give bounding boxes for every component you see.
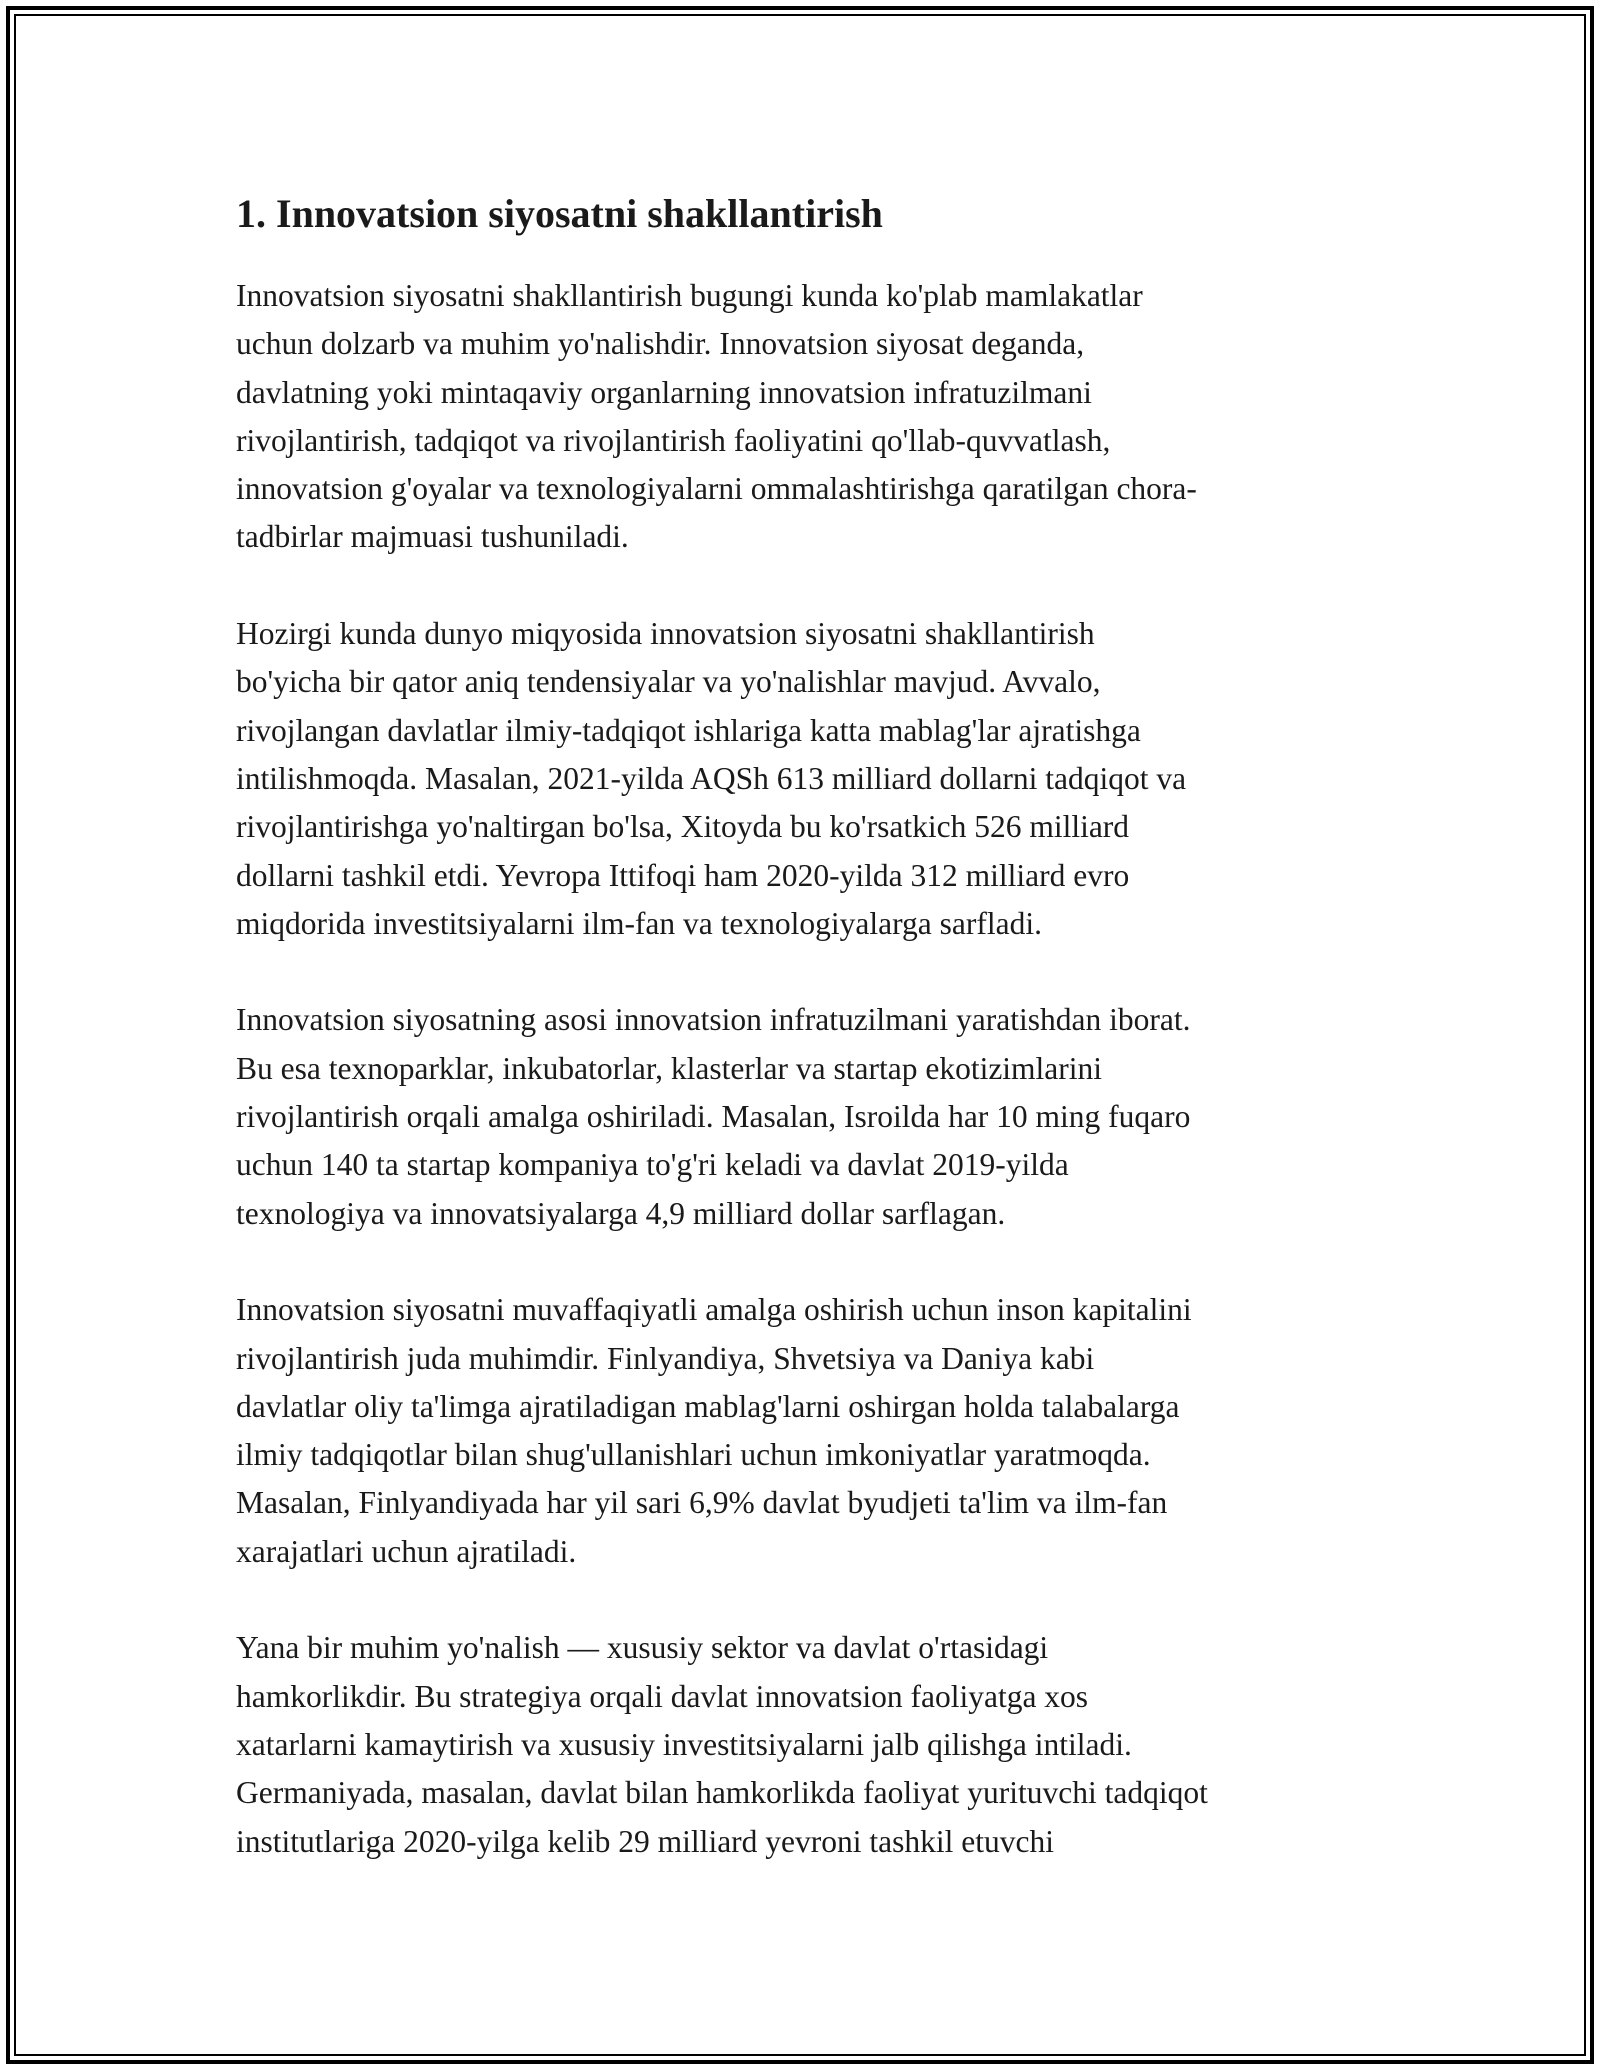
paragraph-3 — [236, 996, 1386, 1237]
paragraph-5 — [236, 1624, 1386, 1865]
text-line: rivojlangan davlatlar ilmiy-tadqiqot ishlariga katta mablag'lar ajratishga — [236, 712, 1141, 748]
text-line: rivojlantirish, tadqiqot va rivojlantirish faoliyatini qo'llab-quvvatlash, — [236, 422, 1111, 458]
text-line: Bu esa texnoparklar, inkubatorlar, klasterlar va startap ekotizimlarini — [236, 1050, 1103, 1086]
paragraph-4 — [236, 1286, 1386, 1576]
text-line: texnologiya va innovatsiyalarga 4,9 milliard dollar sarflagan. — [236, 1195, 1006, 1231]
text-line: rivojlantirishga yo'naltirgan bo'lsa, Xitoyda bu ko'rsatkich 526 milliard — [236, 809, 1130, 845]
text-line: intilishmoqda. Masalan, 2021-yilda AQSh 613 milliard dollarni tadqiqot va — [236, 760, 1187, 796]
text-line: Innovatsion siyosatni muvaffaqiyatli amalga oshirish uchun inson kapitalini — [236, 1292, 1192, 1328]
text-line: Yana bir muhim yo'nalish — xususiy sektor va davlat o'rtasidagi — [236, 1630, 1049, 1666]
text-line: institutlariga 2020-yilga kelib 29 milliard yevroni tashkil etuvchi — [236, 1823, 1054, 1859]
text-line: Innovatsion siyosatni shakllantirish bugungi kunda ko'plab mamlakatlar — [236, 278, 1143, 313]
text-line: tadbirlar majmuasi tushuniladi. — [236, 519, 629, 555]
text-line: davlatning yoki mintaqaviy organlarning innovatsion infratuzilmani — [236, 374, 1092, 410]
text-line: rivojlantirish orqali amalga oshiriladi. Masalan, Isroilda har 10 ming fuqaro — [236, 1099, 1191, 1135]
text-line: xatarlarni kamaytirish va xususiy investitsiyalarni jalb qilishga intiladi. — [236, 1726, 1132, 1762]
document-page — [236, 190, 1386, 1914]
text-line: Germaniyada, masalan, davlat bilan hamkorlikda faoliyat yurituvchi tadqiqot — [236, 1775, 1208, 1811]
text-line: davlatlar oliy ta'limga ajratiladigan mablag'larni oshirgan holda talabalarga — [236, 1388, 1180, 1424]
paragraph-2 — [236, 610, 1386, 948]
text-line: innovatsion g'oyalar va texnologiyalarni ommalashtirishga qaratilgan chora- — [236, 471, 1197, 507]
section-heading: 1. Innovatsion siyosatni shakllantirish — [236, 191, 883, 236]
text-line: hamkorlikdir. Bu strategiya orqali davlat innovatsion faoliyatga xos — [236, 1678, 1089, 1714]
text-line: uchun 140 ta startap kompaniya to'g'ri keladi va davlat 2019-yilda — [236, 1147, 1069, 1183]
text-line: rivojlantirish juda muhimdir. Finlyandiya, Shvetsiya va Daniya kabi — [236, 1340, 1095, 1376]
text-line: ilmiy tadqiqotlar bilan shug'ullanishlari uchun imkoniyatlar yaratmoqda. — [236, 1437, 1151, 1473]
text-line: miqdorida investitsiyalarni ilm-fan va texnologiyalarga sarfladi. — [236, 905, 1042, 941]
text-line: xarajatlari uchun ajratiladi. — [236, 1533, 577, 1569]
text-line: Masalan, Finlyandiyada har yil sari 6,9% davlat byudjeti ta'lim va ilm-fan — [236, 1485, 1168, 1521]
text-line: uchun dolzarb va muhim yo'nalishdir. Innovatsion siyosat deganda, — [236, 326, 1085, 362]
paragraph-1 — [236, 272, 1386, 562]
text-line: Hozirgi kunda dunyo miqyosida innovatsion siyosatni shakllantirish — [236, 616, 1095, 652]
text-line: Innovatsion siyosatning asosi innovatsion infratuzilmani yaratishdan iborat. — [236, 1002, 1191, 1038]
text-line: dollarni tashkil etdi. Yevropa Ittifoqi ham 2020-yilda 312 milliard evro — [236, 857, 1130, 893]
text-line: bo'yicha bir qator aniq tendensiyalar va yo'nalishlar mavjud. Avvalo, — [236, 664, 1101, 700]
